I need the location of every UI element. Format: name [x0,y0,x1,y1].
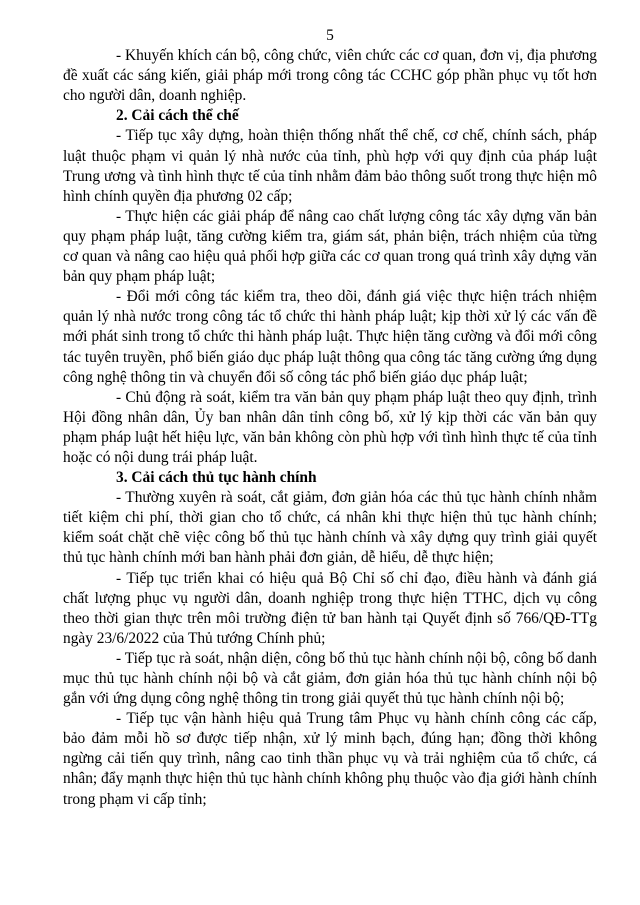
document-paragraph: - Tiếp tục vận hành hiệu quả Trung tâm Phục vụ hành chính công các cấp, bảo đảm mỗi hồ sơ được tiếp nhận, xử lý minh bạch, đúng hạn; đồng thời không ngừng cải tiến quy trình, nâng cao tinh thần phục vụ và trải nghiệm của tổ chức, cá nhân; đẩy mạnh thực hiện thủ tục hành chính không phụ thuộc vào địa giới hành chính trong phạm vi cấp tỉnh; [63,710,597,808]
document-paragraph: - Tiếp tục rà soát, nhận diện, công bố thủ tục hành chính nội bộ, công bố danh mục thủ tục hành chính nội bộ và cắt giảm, đơn giản hóa thủ tục hành chính nội bộ gắn với ứng dụng công nghệ thông tin trong giải quyết thủ tục hành chính nội bộ; [63,649,597,708]
page-number: 5 [326,27,334,44]
document-paragraph: - Chủ động rà soát, kiểm tra văn bản quy phạm pháp luật theo quy định, trình Hội đồng nhân dân, Ủy ban nhân dân tỉnh công bố, xử lý kịp thời các văn bản quy phạm pháp luật hết hiệu lực, văn bản không còn phù hợp với tình hình thực tế của tỉnh hoặc có nội dung trái pháp luật. [63,388,597,466]
section-heading-3: 3. Cải cách thủ tục hành chính [116,469,317,487]
document-paragraph: - Thực hiện các giải pháp để nâng cao chất lượng công tác xây dựng văn bản quy phạm pháp luật, tăng cường kiểm tra, giám sát, phản biện, trách nhiệm của từng cơ quan và nâng cao hiệu quả phối hợp giữa các cơ quan trong quá trình xây dựng văn bản quy phạm pháp luật; [63,207,597,286]
document-paragraph: - Tiếp tục xây dựng, hoàn thiện thống nhất thể chế, cơ chế, chính sách, pháp luật thuộc phạm vi quản lý nhà nước của tỉnh, phù hợp với quy định của pháp luật Trung ương và tình hình thực tế của tỉnh nhằm đảm bảo thông suốt trong thực hiện mô hình chính quyền địa phương 02 cấp; [63,127,597,205]
document-paragraph: - Tiếp tục triển khai có hiệu quả Bộ Chỉ số chỉ đạo, điều hành và đánh giá chất lượng phục vụ người dân, doanh nghiệp trong thực hiện TTHC, dịch vụ công theo thời gian thực trên môi trường điện tử ban hành tại Quyết định số 766/QĐ-TTg ngày 23/6/2022 của Thủ tướng Chính phủ; [63,569,597,647]
section-heading-2: 2. Cải cách thể chế [116,107,239,125]
document-paragraph: - Thường xuyên rà soát, cắt giảm, đơn giản hóa các thủ tục hành chính nhằm tiết kiệm chi phí, thời gian cho tổ chức, cá nhân khi thực hiện thủ tục hành chính; kiểm soát chặt chẽ việc công bố thủ tục hành chính và xây dựng quy trình giải quyết thủ tục hành chính mới ban hành phải đơn giản, dễ hiểu, dễ thực hiện; [63,489,597,567]
document-paragraph: - Đổi mới công tác kiểm tra, theo dõi, đánh giá việc thực hiện trách nhiệm quản lý nhà nước trong công tác tổ chức thi hành pháp luật; kịp thời xử lý các vấn đề mới phát sinh trong tổ chức thi hành pháp luật. Thực hiện tăng cường và đổi mới công tác tuyên truyền, phổ biến giáo dục pháp luật thông qua công tác tăng cường ứng dụng công nghệ thông tin và chuyển đổi số công tác phổ biến giáo dục pháp luật; [63,288,597,386]
document-paragraph: - Khuyến khích cán bộ, công chức, viên chức các cơ quan, đơn vị, địa phương đề xuất các sáng kiến, giải pháp mới trong công tác CCHC góp phần phục vụ tốt hơn cho người dân, doanh nghiệp. [63,47,597,105]
